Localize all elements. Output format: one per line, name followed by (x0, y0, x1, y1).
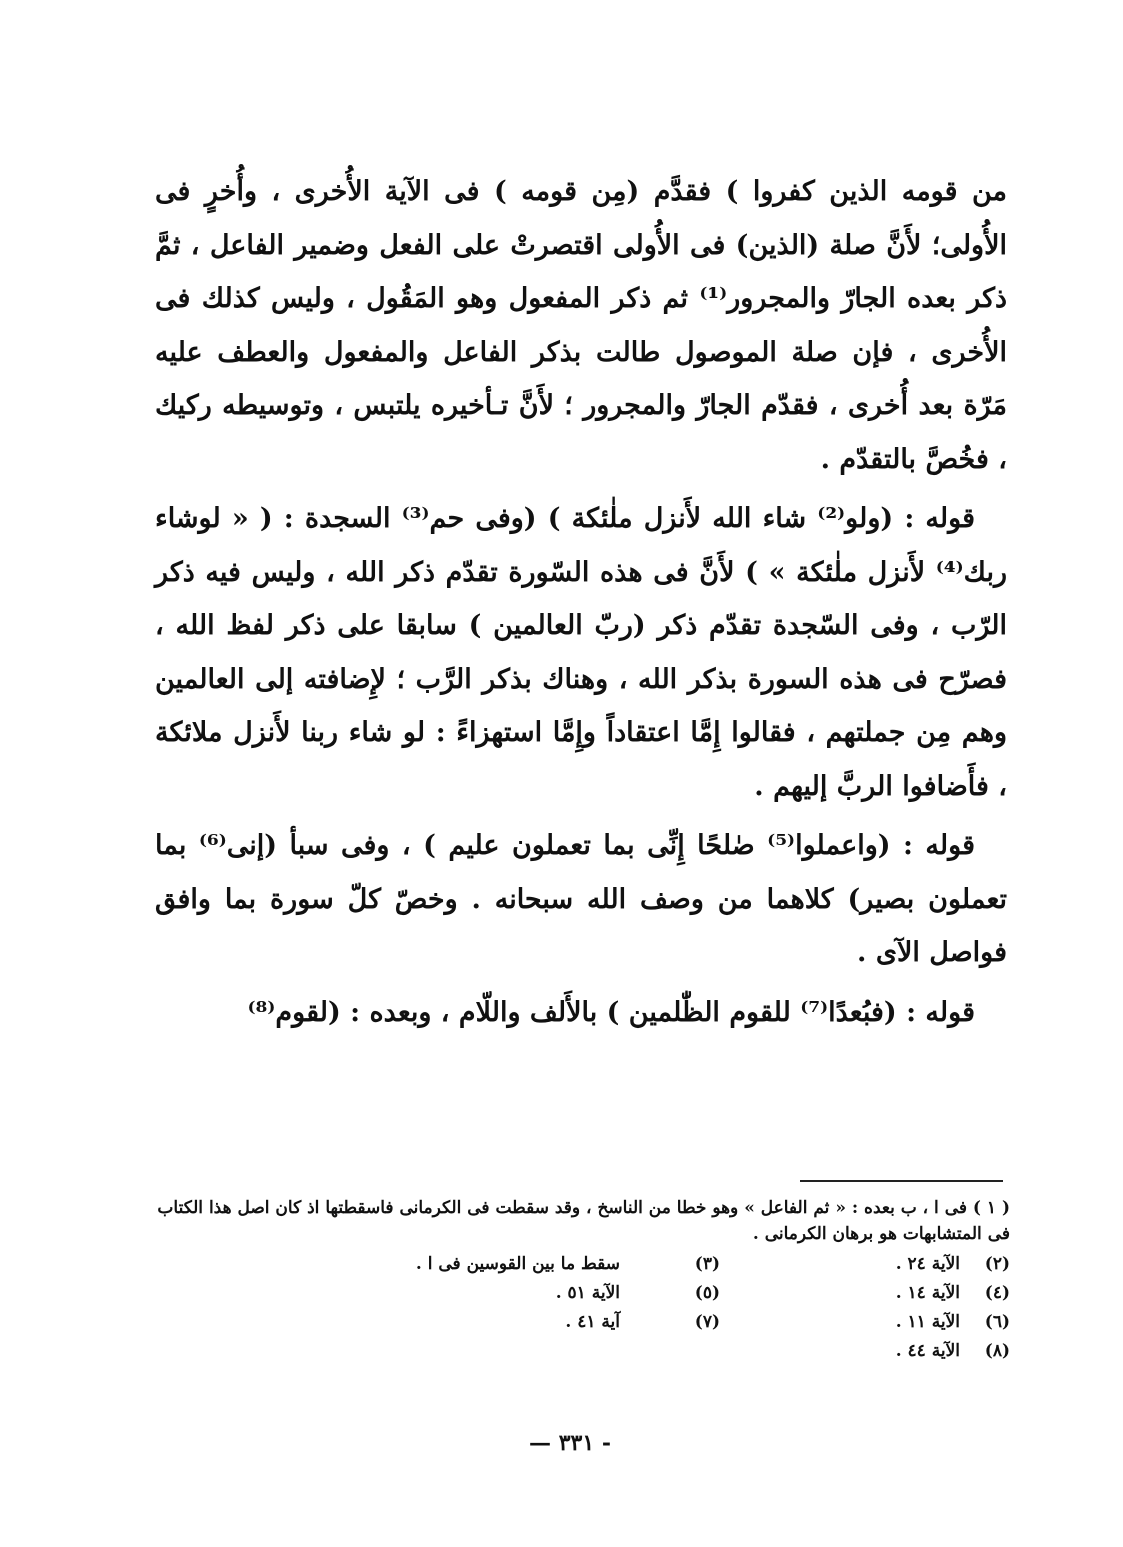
footnote-number: (٢) (984, 1254, 1010, 1274)
footnote-number: (٦) (984, 1312, 1010, 1332)
footnotes (150, 1195, 1010, 1364)
footnote-text: سقط ما بين القوسين فى ا . (415, 1254, 620, 1274)
footnote-text: الآية ٤٤ . (895, 1341, 960, 1361)
paragraph-1: من قومه الذين كفروا ) فقدَّم (مِن قومه ) فى الآية الأُخرى ، وأُخرٍ فى الأُولى؛ لأَنَّ صلة (الذين) فى الأُولى اقتصرتْ على الفعل وضمير الفاعل ، ثمَّ ذكر بعده الجارّ والمجرور⁽¹⁾ ثم ذكر المفعول وهو المَقُول ، وليس كذلك فى الأُخرى ، فإن صلة الموصول طالت بذكر الفاعل والمفعول والعطف عليه مَرّة بعد أُخرى ، فقدّم الجارّ والمجرور ؛ لأَنَّ تـأخيره يلتبس ، وتوسيطه ركيك ، فخُصَّ بالتقدّم . (155, 176, 1007, 475)
footnote-text: الآية ١٤ . (895, 1283, 960, 1303)
footnote-text: الآية ١١ . (895, 1312, 960, 1332)
footnote-grid (150, 1251, 1010, 1364)
footnote-text: آية ٤١ . (565, 1312, 620, 1332)
page-number: — ٣٣١ - (529, 1430, 611, 1456)
paragraph-4: قوله : (فبُعدًا⁽⁷⁾ للقوم الظّٰلمين ) بالأَلف واللّام ، وبعده : (لقوم⁽⁸⁾ (247, 996, 975, 1028)
paragraph-3: قوله : (واعملوا⁽⁵⁾ صٰلحًا إِنِّى بما تعملون عليم ) ، وفى سبأ (إنى⁽⁶⁾ بما تعملون بصير) كلاهما من وصف الله سبحانه . وخصّ كلّ سورة بما وافق فواصل الآى . (155, 830, 1007, 968)
footnote-text: الآية ٥١ . (555, 1283, 620, 1303)
paragraph-2: قوله : (ولو⁽²⁾ شاء الله لأَنزل ملٰئكة ) (وفى حم⁽³⁾ السجدة : ( « لوشاء ربك⁽⁴⁾ لأَنزل ملٰئكة » ) لأَنَّ فى هذه السّورة تقدّم ذكر الله ، وليس فيه ذكر الرّب ، وفى السّجدة تقدّم ذكر (ربّ العالمين ) سابقا على ذكر لفظ الله ، فصرّح فى هذه السورة بذكر الله ، وهناك بذكر الرَّب ؛ لإِضافته إلى العالمين وهم مِن جملتهم ، فقالوا إِمَّا اعتقاداً وإِمَّا استهزاءً : لو شاء ربنا لأَنزل ملائكة ، فأَضافوا الربَّ إليهم . (155, 503, 1007, 802)
footnote-number: (٧) (694, 1312, 720, 1332)
main-text (155, 165, 1007, 1039)
footnote-number: (٥) (694, 1283, 720, 1303)
footnote-number: (٤) (984, 1283, 1010, 1303)
footnote-divider (800, 1180, 1003, 1182)
footnote-text: الآية ٢٤ . (895, 1254, 960, 1274)
footnote-number: (٨) (984, 1341, 1010, 1361)
footnote-number: (٣) (694, 1254, 720, 1274)
footnote-1: ( ١ ) فى ا ، ب بعده : « ثم الفاعل » وهو خطا من الناسخ ، وقد سقطت فى الكرمانى فاسقطتها اذ كان اصل هذا الكتاب فى المتشابهات هو برهان الكرمانى . (157, 1198, 1010, 1244)
